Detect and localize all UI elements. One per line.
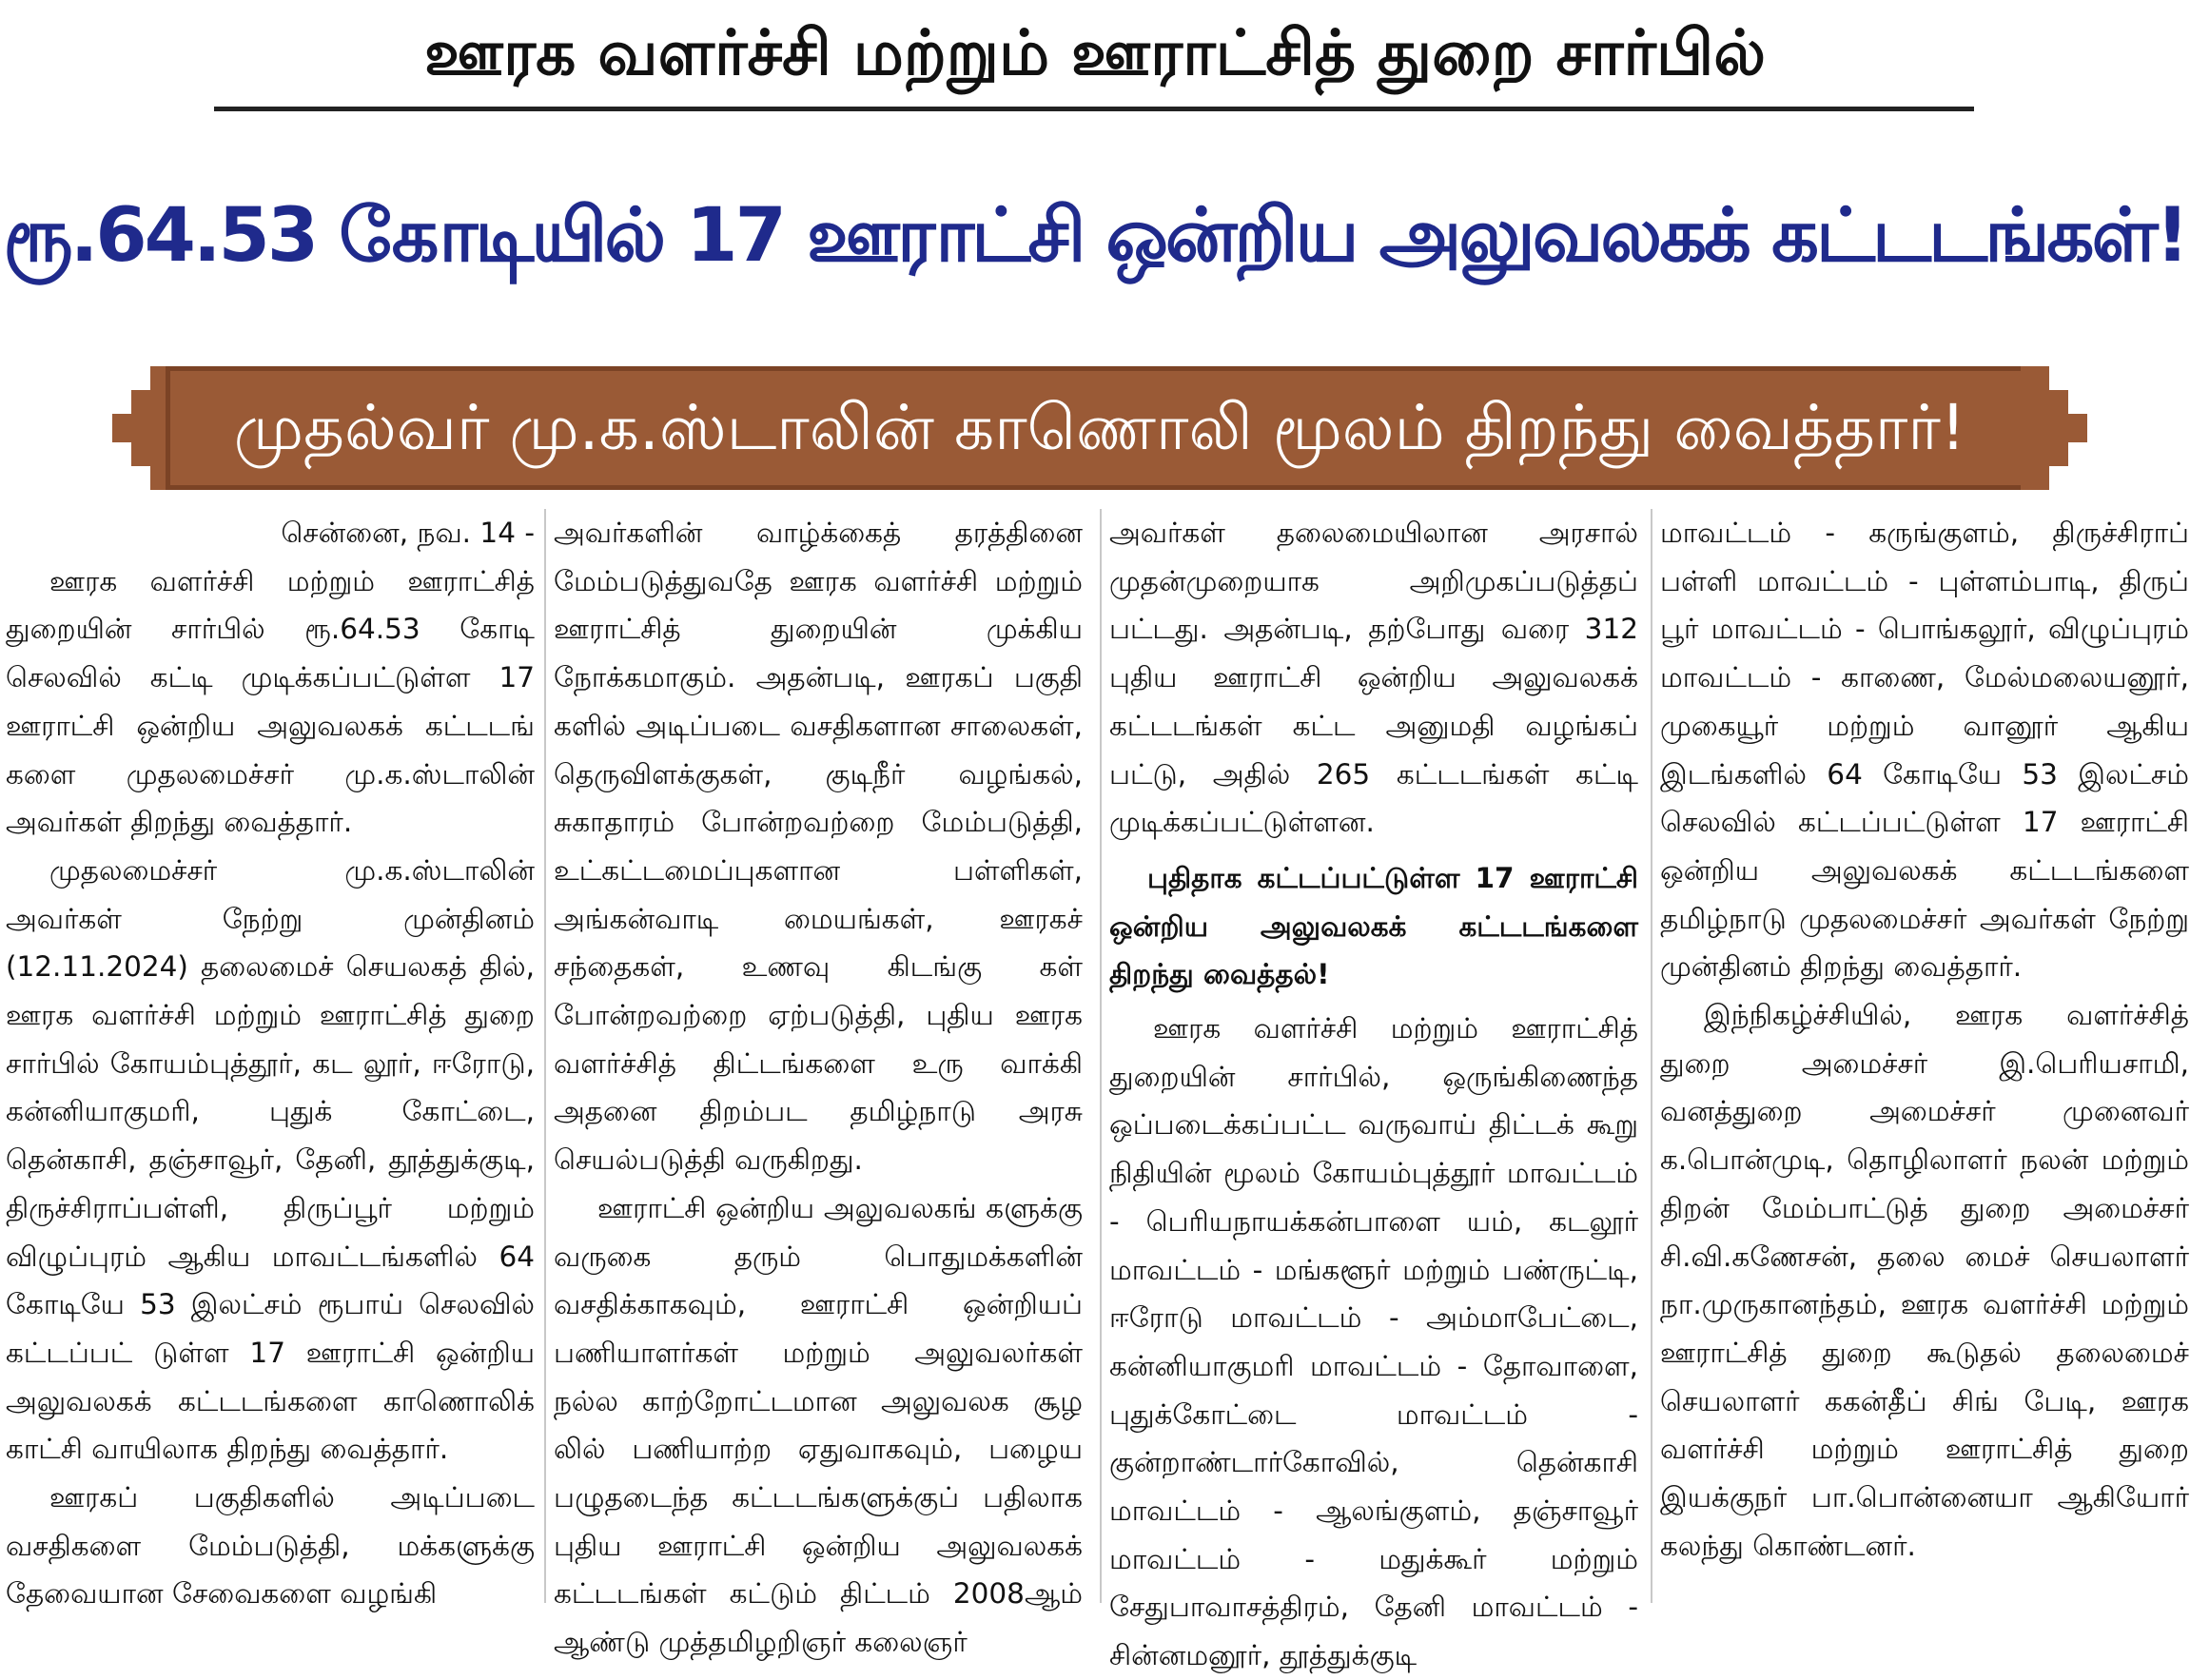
paragraph: இந்நிகழ்ச்சியில், ஊரக வளர்ச்சித் துறை அமைச்சர் இ.பெரியசாமி, வனத்துறை அமைச்சர் முனைவர் க.பொன்முடி, தொழிலாளர் நலன் மற்றும் திறன் மேம்பாட்டுத் துறை அமைச்சர் சி.வி.கணேசன், தலை மைச் செயலாளர் நா.முருகானந்தம், ஊரக வளர்ச்சி மற்றும் ஊராட்சித் துறை கூடுதல் தலைமைச் செயலாளர் ககன்தீப் சிங் பேடி, ஊரக வளர்ச்சி மற்றும் ஊராட்சித் துறை இயக்குநர் பா.பொன்னையா ஆகியோர் கலந்து கொண்டனர். xyxy=(1660,999,2189,1562)
paragraph: ஊரகப் பகுதிகளில் அடிப்படை வசதிகளை மேம்படுத்தி, மக்களுக்கு தேவையான சேவைகளை வழங்கி xyxy=(6,1481,535,1611)
banner-right-ornament xyxy=(2021,366,2087,490)
paragraph: ஊரக வளர்ச்சி மற்றும் ஊராட்சித் துறையின் சார்பில், ஒருங்கிணைந்த ஒப்படைக்கப்பட்ட வருவாய் திட்டக் கூறு நிதியின் மூலம் கோயம்புத்தூர் மாவட்டம் - பெரியநாயக்கன்பாளை யம், கடலூர் மாவட்டம் - மங்களூர் மற்றும் பண்ருட்டி, ஈரோடு மாவட்டம் - அம்மாபேட்டை, கன்னியாகுமரி மாவட்டம் - தோவாளை, புதுக்கோட்டை மாவட்டம் - குன்றாண்டார்கோவில், தென்காசி மாவட்டம் - ஆலங்குளம், தஞ்சாவூர் மாவட்டம் - மதுக்கூர் மற்றும் சேதுபாவாசத்திரம், தேனி மாவட்டம் - சின்னமனூர், தூத்துக்குடி xyxy=(1109,1012,1638,1672)
article-body xyxy=(0,509,2190,1672)
paragraph: முதலமைச்சர் மு.க.ஸ்டாலின் அவர்கள் நேற்று முன்தினம் (12.11.2024) தலைமைச் செயலகத் தில், ஊரக வளர்ச்சி மற்றும் ஊராட்சித் துறை சார்பில் கோயம்புத்தூர், கட லூர், ஈரோடு, கன்னியாகுமரி, புதுக் கோட்டை, தென்காசி, தஞ்சாவூர், தேனி, தூத்துக்குடி, திருச்சிராப்பள்ளி, திருப்பூர் மற்றும் விழுப்புரம் ஆகிய மாவட்டங்களில் 64 கோடியே 53 இலட்சம் ரூபாய் செலவில் கட்டப்பட் டுள்ள 17 ஊராட்சி ஒன்றிய அலுவலகக் கட்டடங்களை காணொலிக் காட்சி வாயிலாக திறந்து வைத்தார். xyxy=(6,853,535,1466)
paragraph: மாவட்டம் - கருங்குளம், திருச்சிராப் பள்ளி மாவட்டம் - புள்ளம்பாடி, திருப் பூர் மாவட்டம் - பொங்கலூர், விழுப்புரம் மாவட்டம் - காணை, மேல்மலையனூர், முகையூர் மற்றும் வானூர் ஆகிய இடங்களில் 64 கோடியே 53 இலட்சம் செலவில் கட்டப்பட்டுள்ள 17 ஊராட்சி ஒன்றிய அலுவலகக் கட்டடங்களை தமிழ்நாடு முதலமைச்சர் அவர்கள் நேற்று முன்தினம் திறந்து வைத்தார். xyxy=(1660,517,2189,984)
paragraph: அவர்களின் வாழ்க்கைத் தரத்தினை மேம்படுத்துவதே ஊரக வளர்ச்சி மற்றும் ஊராட்சித் துறையின் முக்கிய நோக்கமாகும். அதன்படி, ஊரகப் பகுதி களில் அடிப்படை வசதிகளான சாலைகள், தெருவிளக்குகள், குடிநீர் வழங்கல், சுகாதாரம் போன்றவற்றை மேம்படுத்தி, உட்கட்டமைப்புகளான பள்ளிகள், அங்கன்வாடி மையங்கள், ஊரகச் சந்தைகள், உணவு கிடங்கு கள் போன்றவற்றை ஏற்படுத்தி, புதிய ஊரக வளர்ச்சித் திட்டங்களை உரு வாக்கி அதனை திறம்பட தமிழ்நாடு அரசு செயல்படுத்தி வருகிறது. xyxy=(554,517,1083,1177)
article-column-1 xyxy=(6,509,535,1612)
dateline: சென்னை, நவ. 14 - xyxy=(281,517,535,549)
headline: ரூ.64.53 கோடியில் 17 ஊராட்சி ஒன்றிய அலுவலகக் கட்டடங்கள்! xyxy=(3,193,2187,279)
banner-text: முதல்வர் மு.க.ஸ்டாலின் காணொலி மூலம் திறந்து வைத்தார்! xyxy=(166,366,2034,490)
article-subhead: புதிதாக கட்டப்பட்டுள்ள 17 ஊராட்சி ஒன்றிய அலுவலகக் கட்டடங்களை திறந்து வைத்தல்! xyxy=(1109,861,1638,991)
kicker-underline xyxy=(214,107,1974,111)
paragraph: ஊராட்சி ஒன்றிய அலுவலகங் களுக்கு வருகை தரும் பொதுமக்களின் வசதிக்காகவும், ஊராட்சி ஒன்றியப் பணியாளர்கள் மற்றும் அலுவலர்கள் நல்ல காற்றோட்டமான அலுவலக சூழ லில் பணியாற்ற ஏதுவாகவும், பழைய பழுதடைந்த கட்டடங்களுக்குப் பதிலாக புதிய ஊராட்சி ஒன்றிய அலுவலகக் கட்டடங்கள் கட்டும் திட்டம் 2008ஆம் ஆண்டு முத்தமிழறிஞர் கலைஞர் xyxy=(554,1191,1083,1659)
paragraph: ஊரக வளர்ச்சி மற்றும் ஊராட்சித் துறையின் சார்பில் ரூ.64.53 கோடி செலவில் கட்டி முடிக்கப்பட்டுள்ள 17 ஊராட்சி ஒன்றிய அலுவலகக் கட்டடங் களை முதலமைச்சர் மு.க.ஸ்டாலின் அவர்கள் திறந்து வைத்தார். xyxy=(6,564,535,839)
article-column-3 xyxy=(1109,509,1638,1672)
article-column-4 xyxy=(1660,509,2189,1612)
article-column-2 xyxy=(554,509,1083,1659)
subheadline-banner xyxy=(112,366,2087,490)
paragraph: அவர்கள் தலைமையிலான அரசால் முதன்முறையாக அறிமுகப்படுத்தப் பட்டது. அதன்படி, தற்போது வரை 312 புதிய ஊராட்சி ஒன்றிய அலுவலகக் கட்டடங்கள் கட்ட அனுமதி வழங்கப் பட்டு, அதில் 265 கட்டடங்கள் கட்டி முடிக்கப்பட்டுள்ளன. xyxy=(1109,517,1638,839)
kicker-line: ஊரக வளர்ச்சி மற்றும் ஊராட்சித் துறை சார்பில் xyxy=(423,16,1766,89)
